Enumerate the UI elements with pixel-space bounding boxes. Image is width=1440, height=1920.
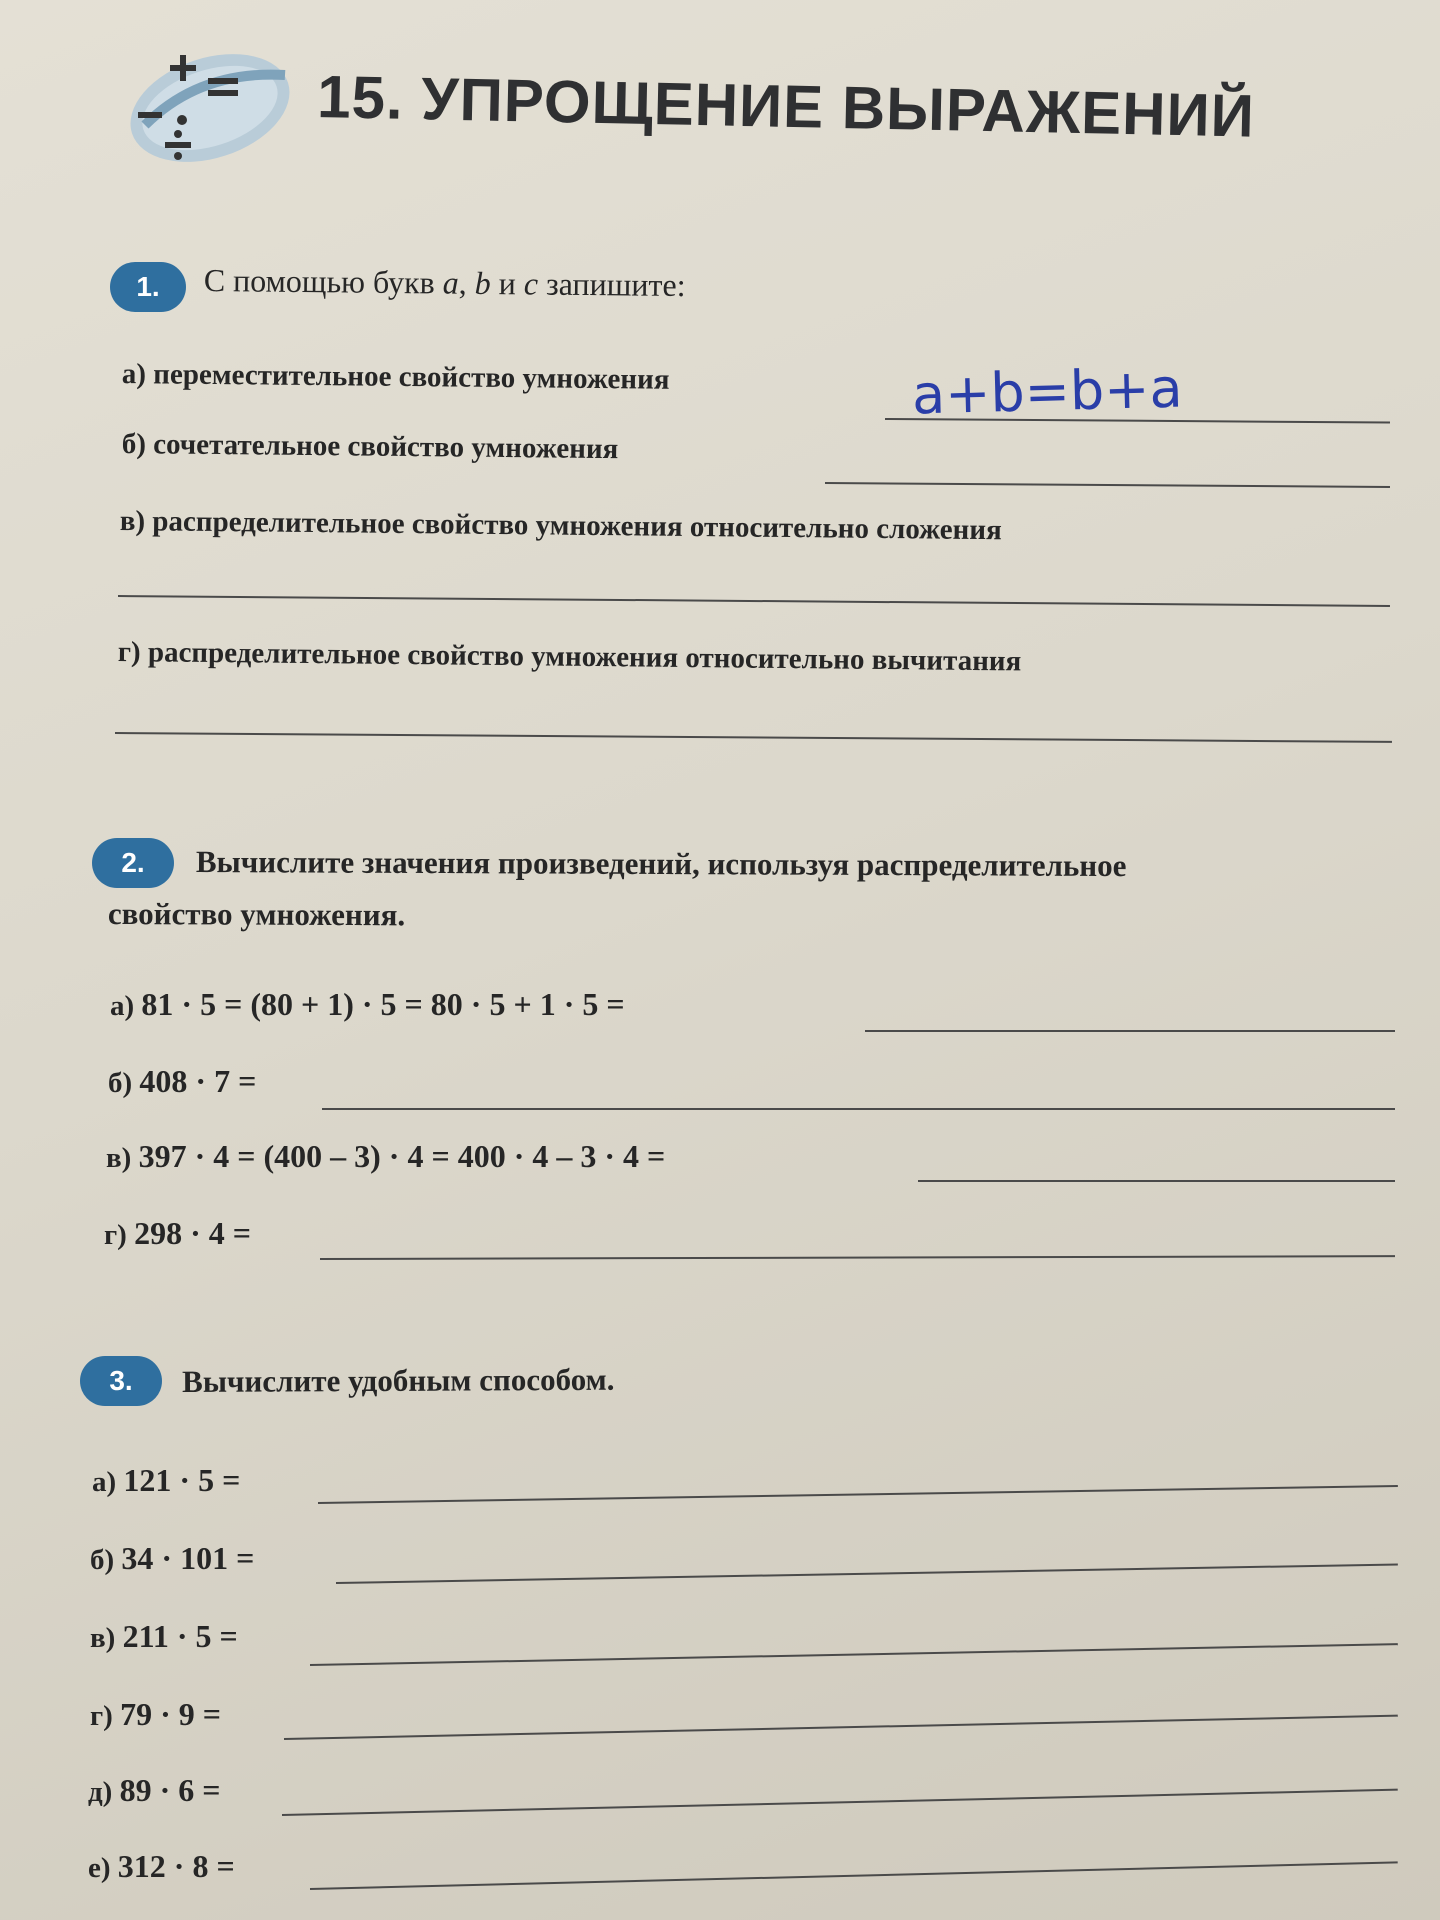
task-2-item-c: в) 397 · 4 = (400 – 3) · 4 = 400 · 4 – 3 · 4 = — [106, 1138, 666, 1174]
handwritten-answer: a+b=b+a — [911, 356, 1184, 427]
task-1-heading: С помощью букв a, b и c запишите: — [203, 262, 686, 304]
task-2-item-b: б) 408 · 7 = — [108, 1063, 257, 1099]
task-2-badge: 2. — [92, 838, 174, 888]
answer-line — [918, 1180, 1395, 1182]
task-2-heading-line-2: свойство умножения. — [107, 896, 406, 933]
math-operations-icon — [110, 30, 310, 180]
task-3-badge: 3. — [80, 1356, 162, 1406]
task-2-item-d: г) 298 · 4 = — [104, 1215, 251, 1251]
answer-line — [336, 1563, 1398, 1584]
task-3-item-d: г) 79 · 9 = — [90, 1696, 221, 1732]
task-3-item-c: в) 211 · 5 = — [90, 1618, 238, 1654]
answer-line — [310, 1861, 1398, 1890]
task-2-heading-line-1: Вычислите значения произведений, используя распределительное — [195, 844, 1127, 884]
task-3-item-b: б) 34 · 101 = — [90, 1540, 255, 1576]
answer-line — [322, 1108, 1395, 1110]
answer-line — [115, 732, 1392, 743]
task-3-heading: Вычислите удобным способом. — [182, 1361, 615, 1399]
task-3-item-e: д) 89 · 6 = — [88, 1772, 221, 1808]
answer-line — [318, 1485, 1398, 1504]
task-3-item-a: а) 121 · 5 = — [92, 1462, 241, 1498]
page-title: 15. УПРОЩЕНИЕ ВЫРАЖЕНИЙ — [316, 62, 1256, 150]
task-1-item-a: а) переместительное свойство умножения — [121, 358, 670, 396]
task-1-badge: 1. — [110, 262, 186, 312]
answer-line — [865, 1030, 1395, 1032]
answer-line — [284, 1715, 1398, 1740]
answer-line — [320, 1255, 1395, 1260]
answer-line — [310, 1643, 1398, 1666]
task-1-item-b: б) сочетательное свойство умножения — [121, 428, 619, 466]
answer-line — [118, 595, 1390, 607]
answer-line — [825, 482, 1390, 488]
task-1-item-d: г) распределительное свойство умножения относительно вычитания — [117, 636, 1022, 678]
task-3-item-f: е) 312 · 8 = — [88, 1848, 235, 1884]
task-2-item-a: а) 81 · 5 = (80 + 1) · 5 = 80 · 5 + 1 · 5 = — [110, 986, 625, 1022]
task-1-item-c: в) распределительное свойство умножения относительно сложения — [119, 505, 1002, 547]
answer-line — [282, 1789, 1398, 1816]
